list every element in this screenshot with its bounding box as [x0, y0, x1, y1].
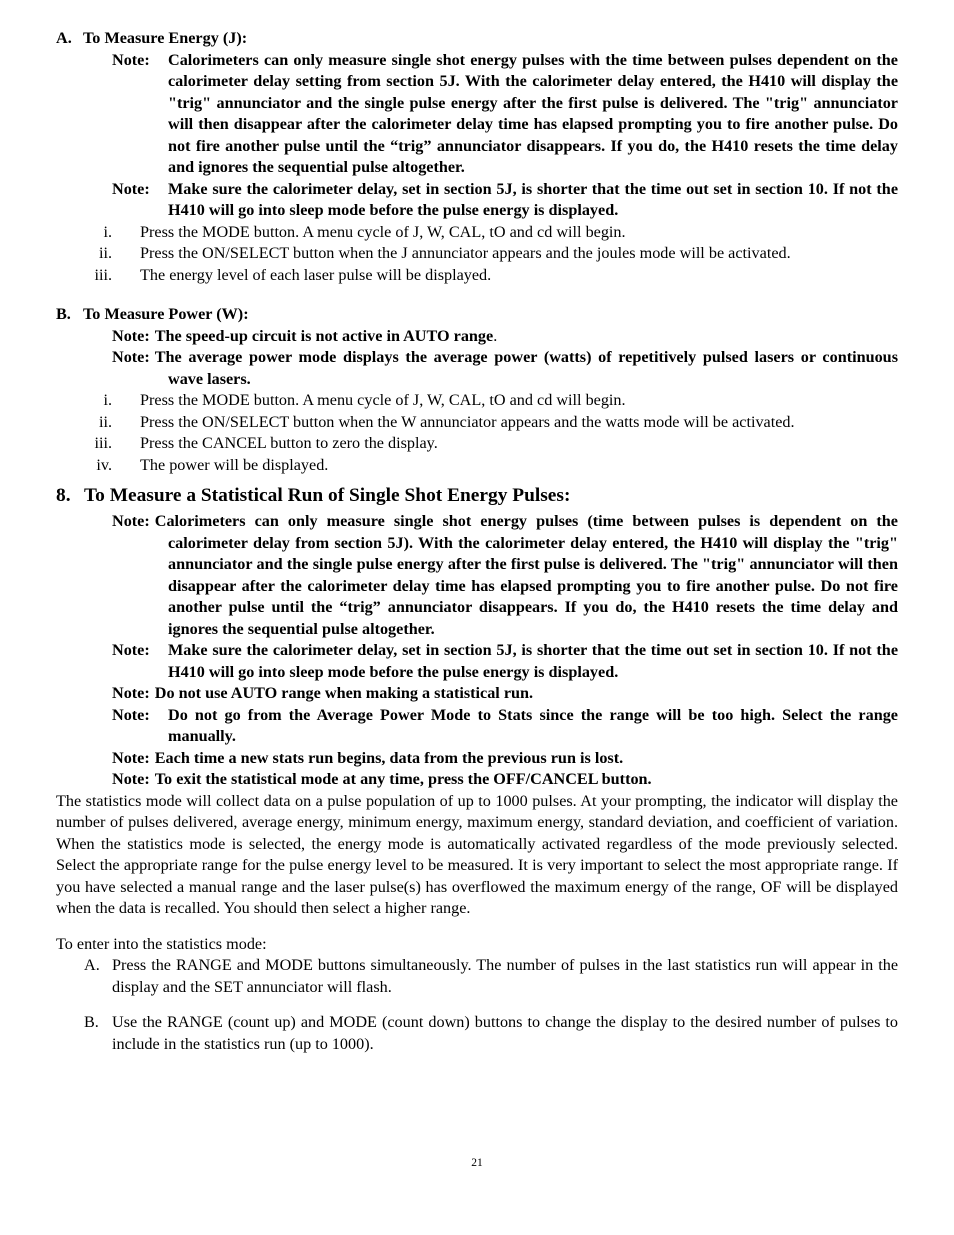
section-b-label: B. — [56, 305, 71, 323]
step-b-i: i. Press the MODE button. A menu cycle of J, W, CAL, tO and cd will begin. — [103, 391, 626, 409]
section-8-title: To Measure a Statistical Run of Single Shot Energy Pulses: — [84, 485, 571, 506]
note-8-3: Note: Do not use AUTO range when making a statistical run. — [112, 684, 534, 702]
step-a-iii: iii. The energy level of each laser pulse will be displayed. — [94, 265, 492, 284]
section-8-label: 8. — [56, 485, 71, 506]
page-number: 21 — [471, 1157, 483, 1169]
statistics-paragraph: The statistics mode will collect data on a pulse population of up to 1000 pulses. At your prompting, the indicator will display the number of pulses delivered, average energy, minimum energy, maximum energy, standard deviation, and coefficient of variation. When the statistics mode is selected, the energy mode is automatically activated regardless of the mode previously selected. Select the appropriate range for the pulse energy level to be measured. It is very important to select the most appropriate range. If you have selected a manual range and the laser pulse(s) has overflowed the maximum energy of the range, OF will be displayed when the data is recalled. You should then select a higher range. — [56, 791, 898, 917]
statistics-step-a: A. Press the RANGE and MODE buttons simultaneously. The number of pulses in the last statistics run will appear in the display and the SET annunciator will flash. — [84, 956, 898, 996]
step-b-ii: ii. Press the ON/SELECT button when the W annunciator appears and the watts mode will be activated. — [98, 412, 795, 431]
note-a-2: Note: Make sure the calorimeter delay, set in section 5J, is shorter that the time out set in section 10. If not the H410 will go into sleep mode before the pulse energy is displayed. — [112, 179, 898, 219]
note-8-2: Note: Make sure the calorimeter delay, set in section 5J, is shorter that the time out set in section 10. If not the H410 will go into sleep mode before the pulse energy is displayed. — [112, 641, 898, 681]
note-8-1: Note: Calorimeters can only measure single shot energy pulses (time between pulses is dependent on the calorimeter delay from section 5J). With the calorimeter delay entered, the H410 will display the "trig" annunciator and the single pulse energy after the first pulse is delivered. The "trig" annunciator will then disappear after the calorimeter delay time has elapsed prompting you to fire another pulse. Do not fire another pulse until the “trig” annunciator disappears. If you do, the H410 resets the time delay and ignores the sequential pulse altogether. — [112, 512, 898, 638]
step-a-i: i. Press the MODE button. A menu cycle of J, W, CAL, tO and cd will begin. — [103, 222, 626, 241]
section-b-title: To Measure Power (W): — [83, 305, 249, 323]
note-b-1: Note: The speed-up circuit is not active in AUTO range. — [112, 326, 498, 345]
statistics-intro: To enter into the statistics mode: — [56, 934, 267, 953]
section-8-heading — [56, 484, 898, 508]
section-a-label: A. — [56, 29, 72, 47]
section-a-heading — [56, 28, 898, 50]
note-8-6: Note: To exit the statistical mode at any time, press the OFF/CANCEL button. — [112, 770, 652, 788]
section-b-heading — [56, 304, 898, 326]
note-b-2: Note: The average power mode displays the average power (watts) of repetitively pulsed lasers or continuous wave lasers. — [112, 348, 898, 388]
section-a-title: To Measure Energy (J): — [83, 29, 248, 47]
step-b-iv: iv. The power will be displayed. — [96, 455, 329, 474]
step-a-ii: ii. Press the ON/SELECT button when the J annunciator appears and the joules mode will be activated. — [98, 244, 791, 262]
document-page — [56, 28, 898, 1055]
note-8-4: Note: Do not go from the Average Power Mode to Stats since the range will be too high. Select the range manually. — [112, 705, 898, 745]
note-8-5: Note: Each time a new stats run begins, data from the previous run is lost. — [112, 748, 624, 767]
statistics-step-b: B. Use the RANGE (count up) and MODE (count down) buttons to change the display to the desired number of pulses to include in the statistics run (up to 1000). — [84, 1013, 898, 1053]
step-b-iii: iii. Press the CANCEL button to zero the display. — [94, 434, 438, 452]
note-a-1: Note: Calorimeters can only measure single shot energy pulses with the time between pulses dependent on the calorimeter delay setting from section 5J. With the calorimeter delay entered, the H410 will display the "trig" annunciator and the single pulse energy after the first pulse is delivered. The "trig" annunciator will then disappear after the calorimeter delay time has elapsed prompting you to fire another pulse. Do not fire another pulse until the “trig” annunciator disappears. If you do, the H410 resets the time delay and ignores the sequential pulse altogether. — [112, 50, 898, 176]
